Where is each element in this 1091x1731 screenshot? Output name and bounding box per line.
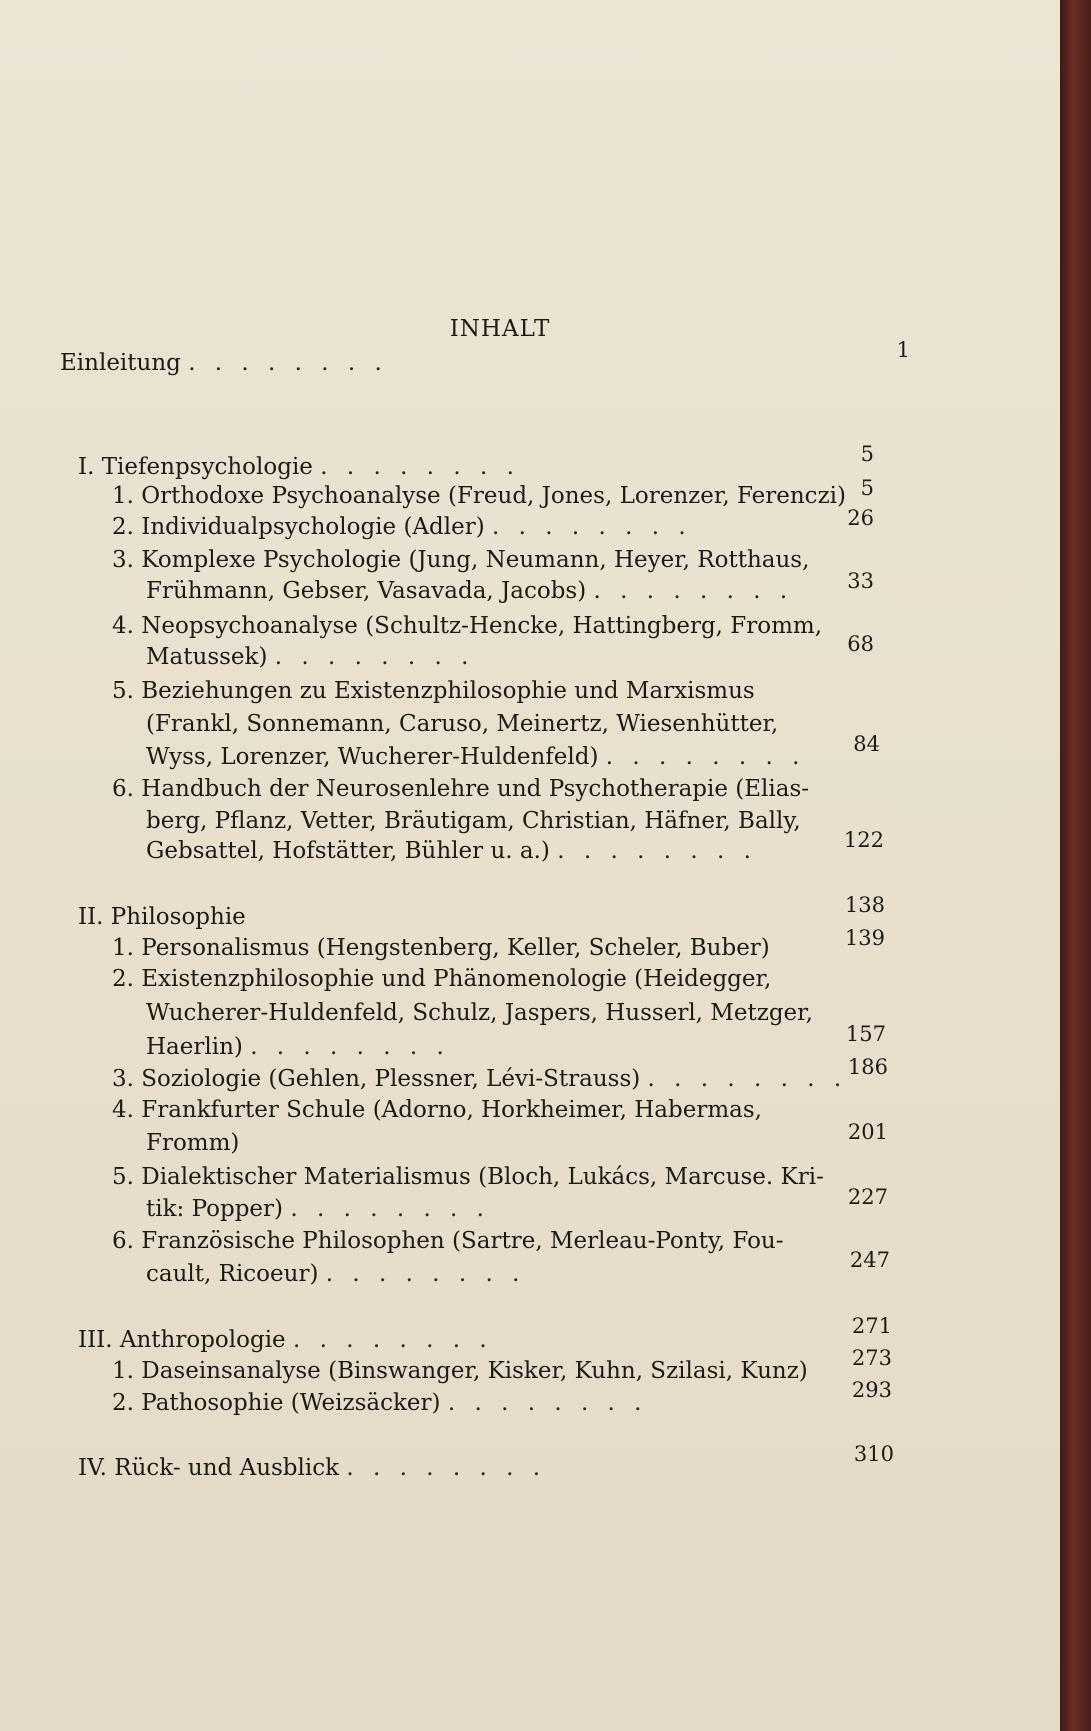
- leader-dots: . . . . . . . .: [647, 1066, 848, 1092]
- toc-entry-text: 4. Frankfurter Schule (Adorno, Horkheimer, Habermas,: [112, 1097, 762, 1123]
- leader-dots: . . . . . . . .: [188, 350, 388, 376]
- toc-entry: [112, 1064, 847, 1094]
- toc-entry-text: Haerlin): [146, 1034, 243, 1060]
- toc-entry-text: cault, Ricoeur): [146, 1261, 319, 1287]
- toc-entry-continuation: [146, 1032, 450, 1062]
- toc-entry-text: Gebsattel, Hofstätter, Bühler u. a.): [146, 838, 550, 864]
- toc-entry: [112, 1388, 648, 1418]
- toc-entry-continuation: [146, 1128, 239, 1158]
- page-number: 138: [844, 893, 885, 917]
- page-title: INHALT: [449, 316, 551, 342]
- leader-dots: . . . . . . . .: [447, 1390, 648, 1416]
- toc-entry: [112, 1095, 762, 1125]
- toc-entry-text: tik: Popper): [146, 1196, 284, 1222]
- page-number: 293: [851, 1378, 892, 1402]
- toc-entry-text: 3. Soziologie (Gehlen, Plessner, Lévi-Strauss): [112, 1066, 641, 1092]
- toc-entry-text: 4. Neopsychoanalyse (Schultz-Hencke, Hattingberg, Fromm,: [112, 613, 823, 639]
- toc-entry-text: 2. Individualpsychologie (Adler): [112, 514, 485, 540]
- toc-entry-continuation: [146, 1259, 525, 1289]
- leader-dots: . . . . . . . .: [593, 578, 794, 604]
- leader-dots: . . . . . . . .: [325, 1261, 526, 1287]
- toc-section-ausblick: [78, 1453, 546, 1483]
- toc-entry-text: 3. Komplexe Psychologie (Jung, Neumann, Heyer, Rotthaus,: [112, 547, 810, 573]
- toc-entry-continuation: [146, 836, 757, 866]
- toc-entry-text: IV. Rück- und Ausblick: [78, 1455, 340, 1481]
- page-number: 68: [847, 632, 874, 656]
- toc-entry-text: III. Anthropologie: [78, 1327, 286, 1353]
- page-number: 1: [896, 338, 910, 362]
- toc-entry-text: Frühmann, Gebser, Vasavada, Jacobs): [146, 578, 587, 604]
- toc-entry-continuation: [146, 576, 793, 606]
- toc-entry-continuation: [146, 642, 474, 672]
- leader-dots: . . . . . . . .: [605, 744, 806, 770]
- toc-entry-text: 2. Existenzphilosophie und Phänomenologie (Heidegger,: [112, 966, 772, 992]
- toc-entry: [112, 611, 822, 641]
- page-number: 139: [844, 926, 885, 950]
- page-number: 310: [853, 1442, 894, 1466]
- toc-entry-text: Einleitung: [60, 350, 181, 376]
- toc-section-anthropologie: [78, 1325, 493, 1355]
- toc-entry: [112, 933, 770, 963]
- leader-dots: . . . . . . . .: [320, 454, 520, 480]
- toc-entry: [112, 1162, 824, 1192]
- toc-entry-continuation: [146, 998, 813, 1028]
- toc-entry-continuation: [146, 806, 801, 836]
- toc-entry-text: 5. Beziehungen zu Existenzphilosophie und Marxismus: [112, 678, 755, 704]
- toc-entry-text: 1. Orthodoxe Psychoanalyse (Freud, Jones, Lorenzer, Ferenczi): [112, 483, 847, 509]
- leader-dots: . . . . . . . .: [274, 644, 475, 670]
- page-number: 157: [845, 1022, 886, 1046]
- page-number: 122: [843, 828, 884, 852]
- toc-entry-continuation: [146, 742, 805, 772]
- toc-entry-text: Fromm): [146, 1130, 240, 1156]
- page-number: 33: [847, 569, 874, 593]
- toc-entry-text: Wyss, Lorenzer, Wucherer-Huldenfeld): [146, 744, 599, 770]
- toc-entry: [112, 512, 692, 542]
- toc-entry: [112, 676, 755, 706]
- toc-entry: [112, 481, 846, 511]
- toc-entry: [112, 545, 809, 575]
- book-cover-edge: [1060, 0, 1091, 1731]
- toc-entry-text: 6. Französische Philosophen (Sartre, Merleau-Ponty, Fou-: [112, 1228, 784, 1254]
- page-number: 5: [860, 476, 874, 500]
- page-number: 84: [853, 732, 880, 756]
- toc-entry-text: 6. Handbuch der Neurosenlehre und Psychotherapie (Elias-: [112, 776, 810, 802]
- page-number: 26: [847, 506, 874, 530]
- page-number: 186: [847, 1055, 888, 1079]
- toc-entry-text: Matussek): [146, 644, 268, 670]
- toc-entry: [112, 1356, 808, 1386]
- leader-dots: . . . . . . . .: [292, 1327, 493, 1353]
- leader-dots: . . . . . . . .: [346, 1455, 547, 1481]
- page-number: 201: [847, 1120, 888, 1144]
- toc-entry: [112, 1226, 784, 1256]
- toc-entry-continuation: [146, 1194, 490, 1224]
- leader-dots: . . . . . . . .: [250, 1034, 450, 1060]
- toc-section-tiefenpsychologie: [78, 452, 520, 482]
- toc-entry-text: berg, Pflanz, Vetter, Bräutigam, Christian, Häfner, Bally,: [146, 808, 801, 834]
- toc-entry-text: 2. Pathosophie (Weizsäcker): [112, 1390, 441, 1416]
- page-number: 273: [851, 1346, 892, 1370]
- leader-dots: . . . . . . . .: [290, 1196, 490, 1222]
- toc-entry-text: I. Tiefenpsychologie: [78, 454, 313, 480]
- toc-entry-text: 1. Personalismus (Hengstenberg, Keller, Scheler, Buber): [112, 935, 770, 961]
- leader-dots: . . . . . . . .: [557, 838, 757, 864]
- toc-entry-text: (Frankl, Sonnemann, Caruso, Meinertz, Wiesenhütter,: [146, 711, 779, 737]
- toc-entry-continuation: [146, 709, 778, 739]
- toc-entry: [112, 964, 771, 994]
- toc-entry: [112, 774, 809, 804]
- page-number: 5: [860, 442, 874, 466]
- page-number: 271: [851, 1314, 892, 1338]
- toc-entry-einleitung: [60, 348, 388, 378]
- toc-entry-text: II. Philosophie: [78, 904, 246, 930]
- page-number: 247: [849, 1248, 890, 1272]
- leader-dots: . . . . . . . .: [492, 514, 692, 540]
- toc-section-philosophie: [78, 902, 246, 932]
- toc-entry-text: Wucherer-Huldenfeld, Schulz, Jaspers, Husserl, Metzger,: [146, 1000, 813, 1026]
- toc-entry-text: 1. Daseinsanalyse (Binswanger, Kisker, Kuhn, Szilasi, Kunz): [112, 1358, 808, 1384]
- toc-entry-text: 5. Dialektischer Materialismus (Bloch, Lukács, Marcuse. Kri-: [112, 1164, 824, 1190]
- page-number: 227: [847, 1185, 888, 1209]
